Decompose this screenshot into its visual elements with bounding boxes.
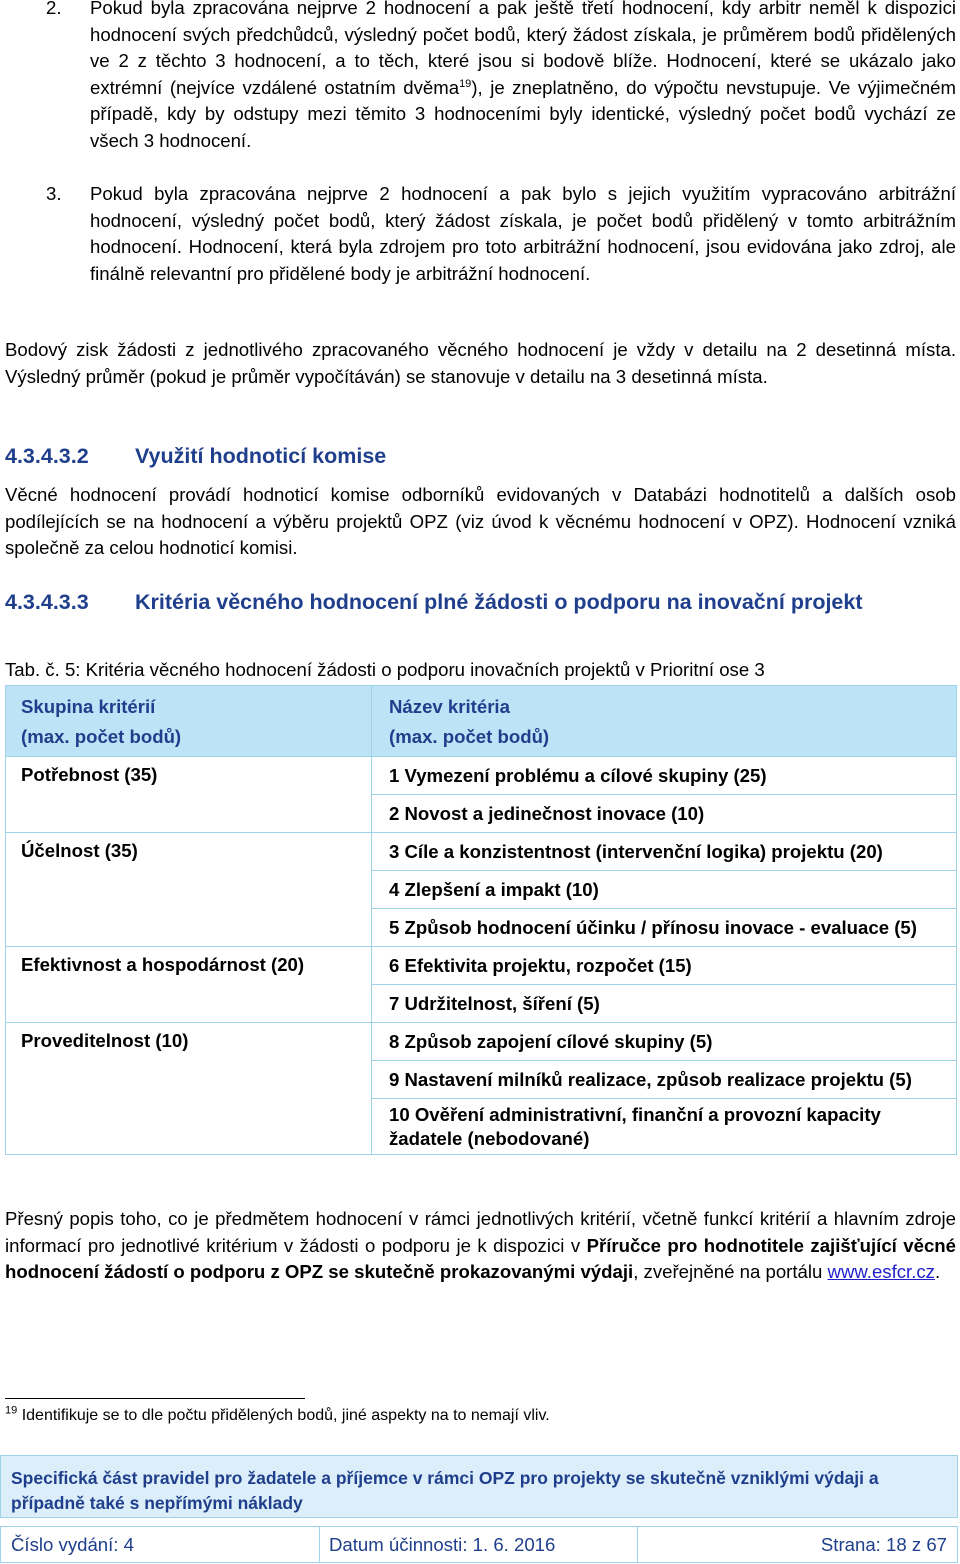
criterion-cell: 4 Zlepšení a impakt (10) bbox=[372, 871, 957, 909]
section-number: 4.3.4.3.3 bbox=[5, 590, 89, 614]
description-text: . bbox=[934, 1261, 941, 1282]
group-cell: Proveditelnost (10) bbox=[6, 1023, 372, 1155]
header-sublabel: (max. počet bodů) bbox=[21, 726, 182, 747]
group-cell: Účelnost (35) bbox=[6, 833, 372, 947]
criterion-cell: 8 Způsob zapojení cílové skupiny (5) bbox=[372, 1023, 957, 1061]
section-number: 4.3.4.3.2 bbox=[5, 444, 89, 468]
column-header-criterion bbox=[372, 686, 957, 757]
footer-title: Specifická část pravidel pro žadatele a příjemce v rámci OPZ pro projekty se skutečně vzniklými výdaji a případně také s nepřímými náklady bbox=[0, 1455, 958, 1518]
criterion-cell: 9 Nastavení milníků realizace, způsob realizace projektu (5) bbox=[372, 1061, 957, 1099]
list-number: 2. bbox=[46, 0, 62, 18]
criterion-cell: 6 Efektivita projektu, rozpočet (15) bbox=[372, 947, 957, 985]
portal-link[interactable]: www.esfcr.cz bbox=[827, 1261, 935, 1282]
header-label: Skupina kritérií bbox=[21, 696, 156, 717]
column-header-group bbox=[6, 686, 372, 757]
page-number: Strana: 18 z 67 bbox=[820, 1534, 947, 1555]
header-sublabel: (max. počet bodů) bbox=[389, 726, 550, 747]
table-row bbox=[6, 947, 957, 985]
section-title: Využití hodnoticí komise bbox=[135, 444, 387, 468]
table-row bbox=[6, 1023, 957, 1061]
criteria-table bbox=[5, 685, 957, 1155]
issue-number: Číslo vydání: 4 bbox=[11, 1534, 134, 1555]
description-text: , zveřejněné na portálu bbox=[633, 1261, 828, 1282]
footnote-ref[interactable]: 19 bbox=[459, 77, 472, 90]
criterion-cell: 5 Způsob hodnocení účinku / přínosu inovace - evaluace (5) bbox=[372, 909, 957, 947]
list-item-3: Pokud byla zpracována nejprve 2 hodnocení a pak bylo s jejich využitím vypracováno arbitrážní hodnocení, výsledný počet bodů, který žádost získala, je počet bodů přidělený v tomto arbitrážním hodnocení. Hodnocení, která byla zdrojem pro toto arbitrážní hodnocení, jsou evidována jako zdroj, ale finálně relevantní pro přidělené body je arbitrážní hodnocení. bbox=[90, 183, 956, 284]
manual-title: Příručce pro hodnotitele zajišťující věcné hodnocení žádostí o podporu z OPZ se skutečně prokazovanými výdaji bbox=[5, 1234, 956, 1282]
description-text: Přesný popis toho, co je předmětem hodnocení v rámci jednotlivých kritérií, včetně funkcí kritérií a hlavním zdroje informací pro jednotlivé kritérium v žádosti o podporu je k dispozici v bbox=[5, 1208, 956, 1256]
footnote-separator bbox=[5, 1398, 305, 1399]
list-number: 3. bbox=[46, 183, 62, 204]
section-heading bbox=[5, 588, 956, 646]
table-row bbox=[6, 757, 957, 795]
footnote-mark: 19 bbox=[5, 1404, 18, 1417]
description-paragraph bbox=[5, 1206, 956, 1286]
criterion-cell: 1 Vymezení problému a cílové skupiny (25) bbox=[372, 757, 957, 795]
criterion-cell: 2 Novost a jedinečnost inovace (10) bbox=[372, 795, 957, 833]
page-footer bbox=[0, 1455, 960, 1564]
footer-info-row bbox=[0, 1526, 958, 1563]
section-title: Kritéria věcného hodnocení plné žádosti o podporu na inovační projekt bbox=[135, 590, 863, 614]
footnote-text: Identifikuje se to dle počtu přidělených bodů, jiné aspekty na to nemají vliv. bbox=[21, 1407, 550, 1424]
commission-paragraph: Věcné hodnocení provádí hodnoticí komise odborníků evidovaných v Databázi hodnotitelů a dalších osob podílejících se na hodnocení a výběru projektů OPZ (viz úvod k věcnému hodnocení v OPZ). Hodnocení vzniká společně za celou hodnoticí komisi. bbox=[5, 484, 956, 558]
list-item-text-continued: ), je zneplatněno, do výpočtu nevstupuje. Ve výjimečném případě, kdy by odstupy mezi těmito 3 hodnoceními byly identické, výsledný počet bodů vychází ze všech 3 hodnocení. bbox=[90, 76, 956, 151]
header-label: Název kritéria bbox=[389, 696, 510, 717]
list-item-2 bbox=[90, 0, 956, 154]
effective-date: Datum účinnosti: 1. 6. 2016 bbox=[329, 1534, 556, 1555]
group-cell: Efektivnost a hospodárnost (20) bbox=[6, 947, 372, 1023]
table-row bbox=[6, 833, 957, 871]
footer-divider bbox=[319, 1527, 320, 1562]
criterion-cell: 10 Ověření administrativní, finanční a provozní kapacity žadatele (nebodované) bbox=[372, 1099, 957, 1155]
table-header-row bbox=[6, 686, 957, 757]
points-paragraph: Bodový zisk žádosti z jednotlivého zpracovaného věcného hodnocení je vždy v detailu na 2 desetinná místa. Výsledný průměr (pokud je průměr vypočítáván) se stanovuje v detailu na 3 desetinná místa. bbox=[5, 339, 956, 387]
list-item-text: Pokud byla zpracována nejprve 2 hodnocení a pak ještě třetí hodnocení, kdy arbitr neměl k dispozici hodnocení svých předchůdců, výsledný počet bodů, který žádost získala, je průměrem bodů přidělených ve 2 z těchto 3 hodnocení, a to těch, které jsou si bodově blíže. Hodnocení, které se ukázalo jako extrémní (nejvíce vzdálené ostatním dvěma bbox=[90, 0, 956, 98]
criterion-cell: 7 Udržitelnost, šíření (5) bbox=[372, 985, 957, 1023]
group-cell: Potřebnost (35) bbox=[6, 757, 372, 833]
criterion-cell: 3 Cíle a konzistentnost (intervenční logika) projektu (20) bbox=[372, 833, 957, 871]
footer-divider bbox=[637, 1527, 638, 1562]
table-caption: Tab. č. 5: Kritéria věcného hodnocení žádosti o podporu inovačních projektů v Prioritní ose 3 bbox=[5, 659, 765, 680]
footnote bbox=[5, 1404, 956, 1428]
